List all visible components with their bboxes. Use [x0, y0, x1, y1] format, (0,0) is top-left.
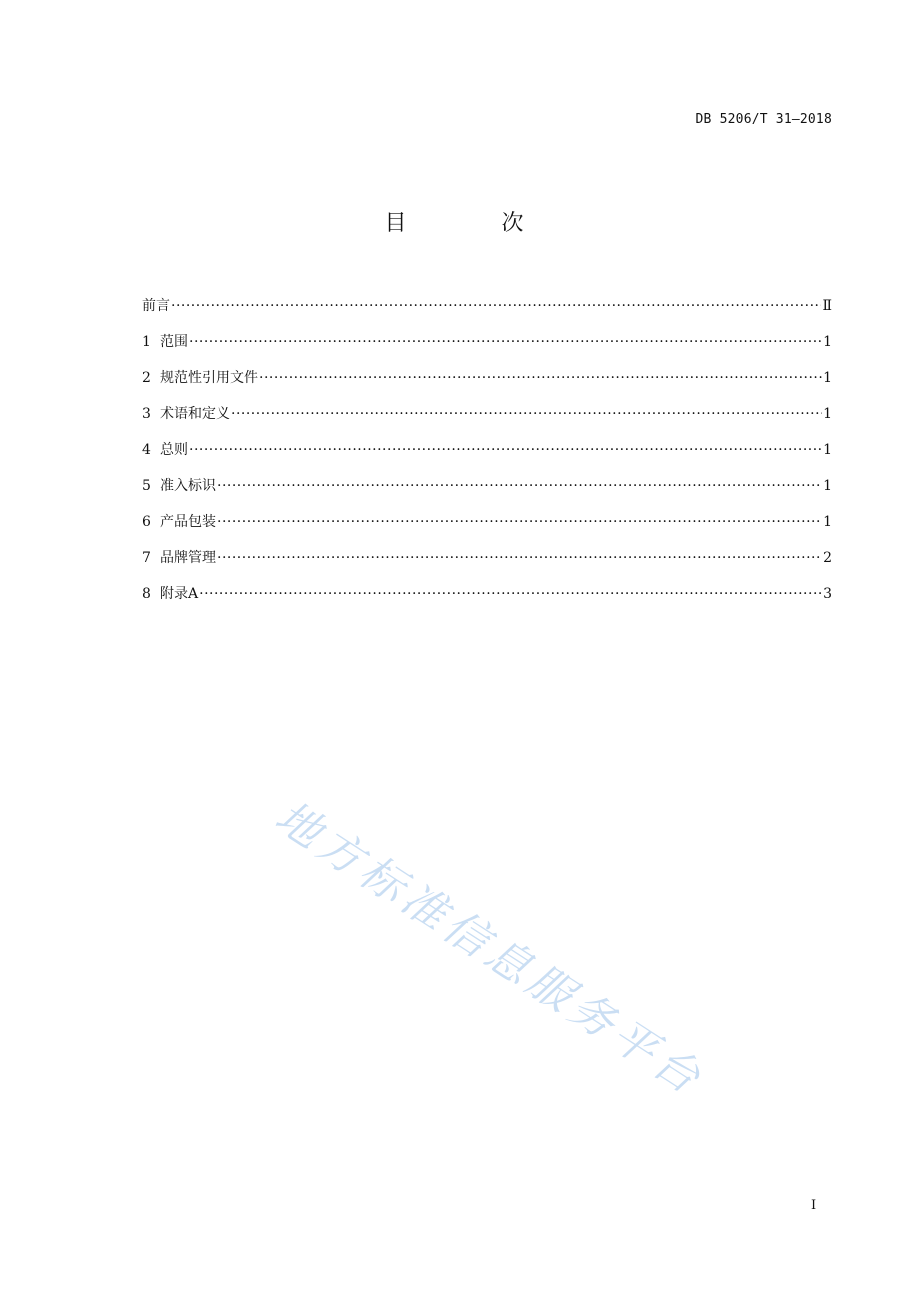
watermark: 地方标准信息服务平台	[266, 791, 714, 1107]
toc-entry-number: 5	[142, 478, 151, 494]
toc-entry-general[interactable]	[142, 439, 832, 475]
toc-entry-label: 附录A	[160, 586, 199, 602]
toc-entry-number: 3	[142, 406, 151, 422]
toc-entry-brand-management[interactable]	[142, 547, 832, 583]
toc-entry-foreword[interactable]	[142, 295, 832, 331]
toc-entry-page: Ⅱ	[822, 298, 832, 314]
toc-leader-dots	[217, 475, 822, 497]
toc-entry-packaging[interactable]	[142, 511, 832, 547]
toc-entry-label: 产品包装	[160, 514, 216, 530]
toc-title: 目 次	[384, 211, 568, 236]
toc-entry-terms-definitions[interactable]	[142, 403, 832, 439]
toc-leader-dots	[259, 367, 822, 389]
toc-entry-number: 4	[142, 442, 151, 458]
toc-leader-dots	[189, 439, 822, 461]
toc-entry-page: 1	[823, 478, 832, 494]
table-of-contents	[142, 295, 832, 619]
toc-entry-page: 3	[823, 586, 832, 602]
toc-entry-label: 前言	[142, 298, 170, 314]
toc-entry-label: 规范性引用文件	[160, 370, 258, 386]
toc-entry-number: 6	[142, 514, 151, 530]
toc-entry-appendix-a[interactable]	[142, 583, 832, 619]
toc-leader-dots	[189, 331, 822, 353]
toc-entry-page: 1	[823, 370, 832, 386]
toc-entry-page: 2	[823, 550, 832, 566]
page-number: I	[811, 1198, 817, 1213]
toc-leader-dots	[199, 583, 822, 605]
toc-entry-number: 8	[142, 586, 151, 602]
toc-entry-label: 总则	[160, 442, 188, 458]
toc-leader-dots	[231, 403, 822, 425]
toc-entry-number: 7	[142, 550, 151, 566]
toc-entry-page: 1	[823, 514, 832, 530]
toc-entry-label: 术语和定义	[160, 406, 230, 422]
toc-leader-dots	[171, 295, 821, 317]
document-code: DB 5206/T 31—2018	[695, 112, 832, 127]
toc-entry-label: 准入标识	[160, 478, 216, 494]
toc-entry-label: 品牌管理	[160, 550, 216, 566]
toc-entry-number: 2	[142, 370, 151, 386]
toc-entry-page: 1	[823, 442, 832, 458]
toc-entry-number: 1	[142, 334, 151, 350]
toc-entry-access-mark[interactable]	[142, 475, 832, 511]
toc-leader-dots	[217, 547, 822, 569]
toc-entry-page: 1	[823, 406, 832, 422]
toc-entry-normative-references[interactable]	[142, 367, 832, 403]
toc-leader-dots	[217, 511, 822, 533]
toc-entry-scope[interactable]	[142, 331, 832, 367]
toc-entry-page: 1	[823, 334, 832, 350]
toc-entry-label: 范围	[160, 334, 188, 350]
